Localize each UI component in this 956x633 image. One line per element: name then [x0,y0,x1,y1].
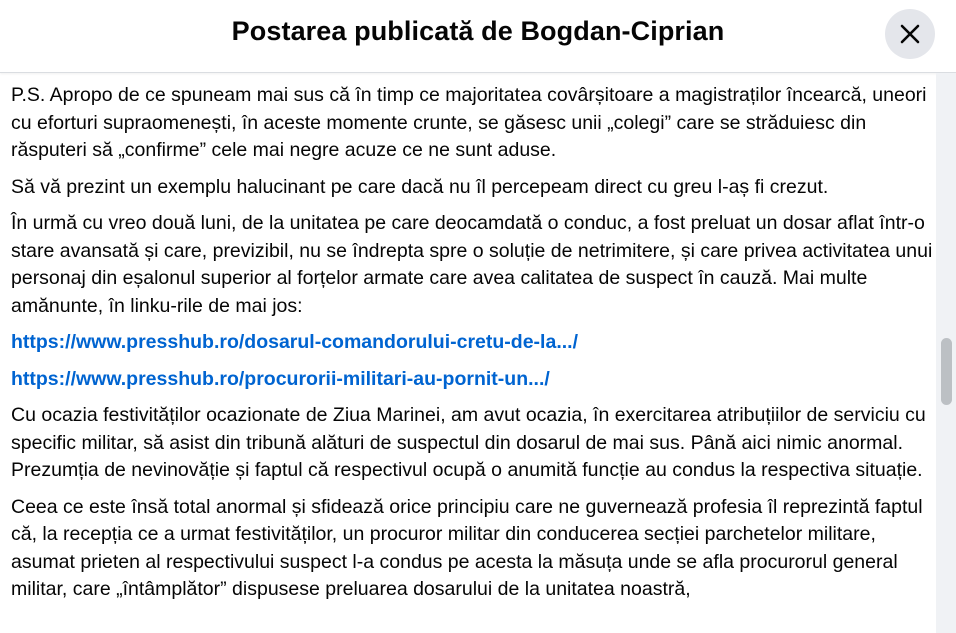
scrollbar-thumb[interactable] [941,338,952,405]
post-paragraph: P.S. Apropo de ce spuneam mai sus că în timp ce majoritatea covârșitoare a magistraților încearcă, uneori cu eforturi supraomenești, în aceste momente crunte, se găsesc unii „colegi” care se străduiesc din răsputeri să „confirme” cele mai negre acuze ce ne sunt aduse. [11,84,927,161]
dialog-header [0,0,956,73]
post-paragraph: În urmă cu vreo două luni, de la unitatea pe care deocamdată o conduc, a fost preluat un dosar aflat într-o stare avansată și care, previzibil, nu se îndrepta spre o soluție de netrimitere, și care privea activitatea unui personaj din eșalonul superior al forțelor armate care avea calitatea de suspect în cauză. Mai multe amănunte, în linku-rile de mai jos: [11,212,933,317]
post-link-row [11,329,935,357]
post-paragraph: Cu ocazia festivităților ocazionate de Ziua Marinei, am avut ocazia, în exercitarea atribuțiilor de serviciu cu specific militar, să asist din tribună alături de suspectul din dosarul de mai sus. Până aici nimic anormal. Prezumția de nevinovăție și faptul că respectivul ocupă o anumită funcție au condus la respectiva situație. [11,404,926,481]
post-paragraph: Ceea ce este însă total anormal și sfidează orice principiu care ne guvernează profesia îl reprezintă faptul că, la recepția ce a urmat festivităților, un procuror militar din conducerea secției parchetelor militare, asumat prieten al respectivului suspect l-a condus pe acesta la măsuța unde se afla procurorul general militar, care „întâmplător” dispusese preluarea dosarului de la unitatea noastră, [11,495,923,600]
post-link[interactable]: https://www.presshub.ro/dosarul-comandorului-cretu-de-la.../ [11,331,578,353]
dialog-title: Postarea publicată de Bogdan-Ciprian [231,16,725,46]
post-body [11,82,935,613]
post-link[interactable]: https://www.presshub.ro/procurorii-militari-au-pornit-un.../ [11,367,550,390]
close-icon [899,23,921,45]
post-link-row [11,366,935,394]
close-button[interactable] [885,9,935,59]
post-paragraph: Să vă prezint un exemplu halucinant pe care dacă nu îl percepeam direct cu greu l-aș fi crezut. [11,175,829,198]
post-content [0,73,936,633]
